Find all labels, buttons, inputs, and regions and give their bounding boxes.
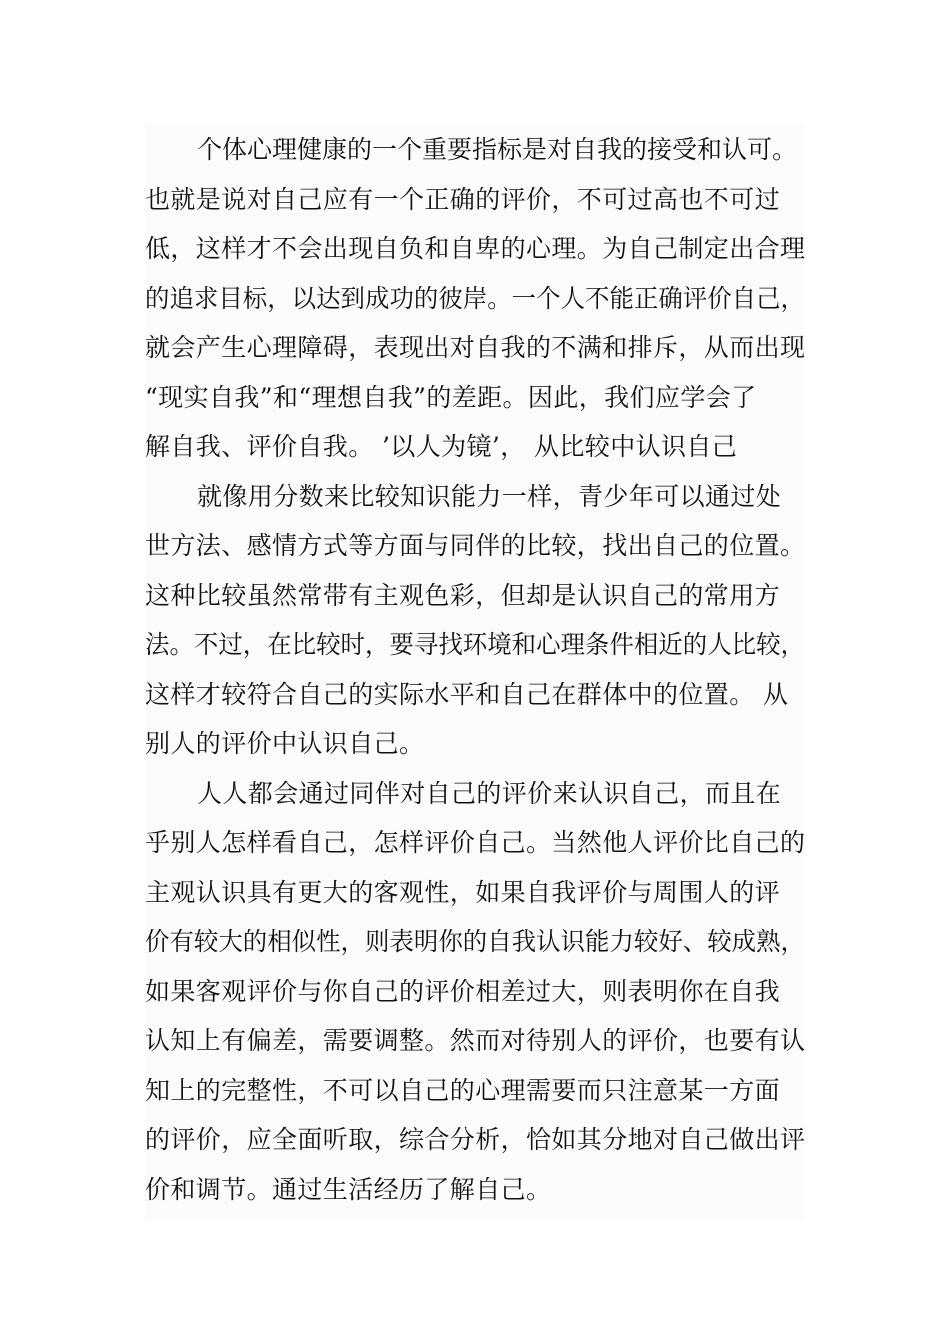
- text-line: 知上的完整性，不可以自己的心理需要而只注意某一方面: [145, 1076, 781, 1105]
- text-line: 主观认识具有更大的客观性，如果自我评价与周围人的评: [145, 878, 781, 907]
- text-line: 的评价，应全面听取，综合分析，恰如其分地对自己做出评: [145, 1125, 806, 1154]
- text-line: 低，这样才不会出现自负和自卑的心理。为自己制定出合理: [145, 234, 806, 263]
- text-line: 认知上有偏差，需要调整。然而对待别人的评价，也要有认: [145, 1026, 806, 1055]
- text-line: 乎别人怎样看自己，怎样评价自己。当然他人评价比自己的: [145, 828, 806, 857]
- text-line: “现实自我”和“理想自我”的差距。因此，我们应学会了: [145, 383, 757, 412]
- text-line: 如果客观评价与你自己的评价相差过大，则表明你在自我: [145, 977, 781, 1006]
- text-line: 就像用分数来比较知识能力一样，青少年可以通过处: [197, 482, 782, 511]
- text-line: 法。不过，在比较时，要寻找环境和心理条件相近的人比较，: [145, 630, 806, 659]
- text-line: 别人的评价中认识自己。: [145, 729, 425, 758]
- text-block: [145, 124, 805, 1220]
- text-line: 就会产生心理障碍，表现出对自我的不满和排斥，从而出现: [145, 333, 806, 362]
- text-line: 人人都会通过同伴对自己的评价来认识自己，而且在: [197, 779, 782, 808]
- text-line: 价有较大的相似性，则表明你的自我认识能力较好、较成熟，: [145, 927, 806, 956]
- text-line: 这种比较虽然常带有主观色彩，但却是认识自己的常用方: [145, 581, 781, 610]
- text-line: 解自我、评价自我。 ’以人为镜’， 从比较中认识自己: [145, 432, 738, 461]
- text-line: 个体心理健康的一个重要指标是对自我的接受和认可。: [197, 135, 798, 164]
- text-line: 的追求目标，以达到成功的彼岸。一个人不能正确评价自己，: [145, 284, 806, 313]
- text-line: 也就是说对自己应有一个正确的评价，不可过高也不可过: [145, 185, 781, 214]
- text-line: 价和调节。通过生活经历了解自己。: [145, 1175, 552, 1204]
- text-line: 世方法、感情方式等方面与同伴的比较，找出自己的位置。: [145, 531, 806, 560]
- text-line: 这样才较符合自己的实际水平和自己在群体中的位置。 从: [145, 680, 789, 709]
